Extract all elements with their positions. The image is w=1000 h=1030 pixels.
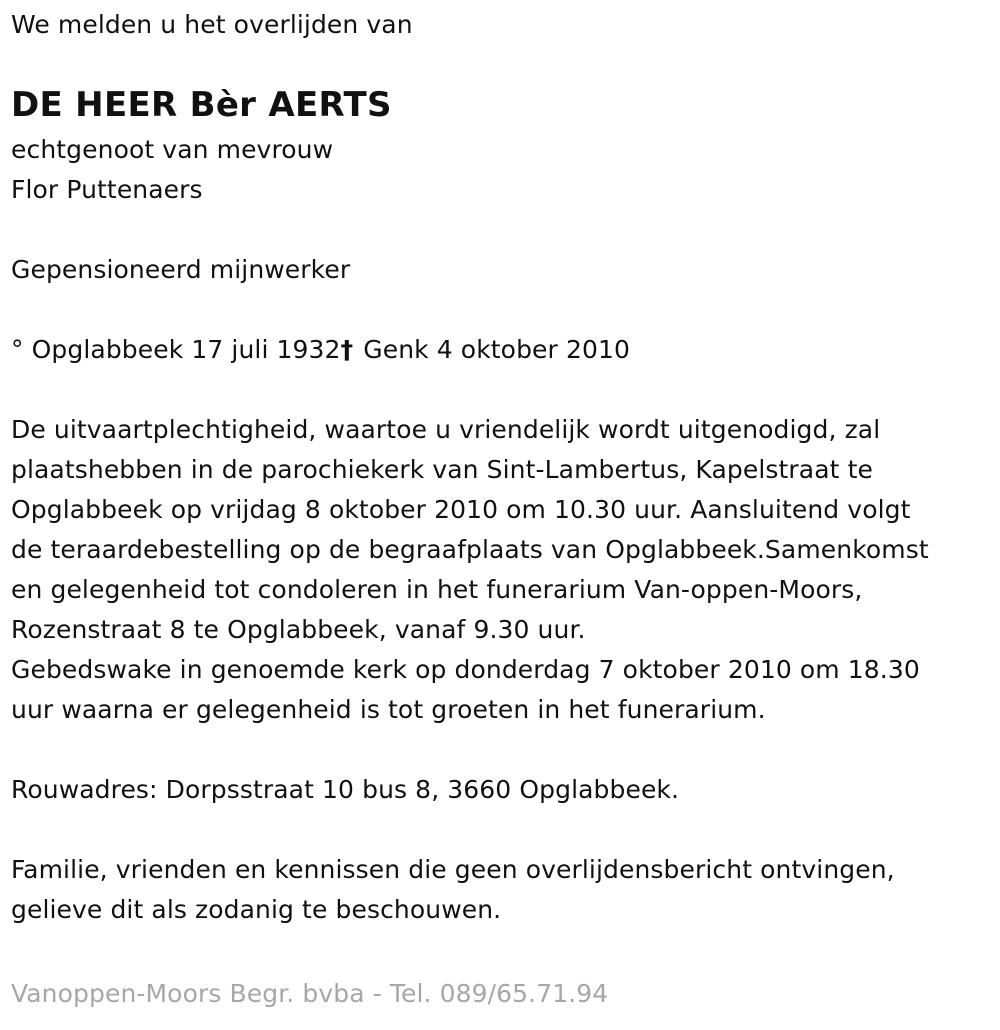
spouse-line-1: echtgenoot van mevrouw <box>11 135 334 164</box>
mourning-address: Rouwadres: Dorpsstraat 10 bus 8, 3660 Opglabbeek. <box>11 775 680 804</box>
birth-death-line <box>11 330 991 370</box>
cross-icon: † <box>340 335 354 364</box>
birth-info: ° Opglabbeek 17 juli 1932 <box>11 335 341 364</box>
family-note-line: gelieve dit als zodanig te beschouwen. <box>11 895 502 924</box>
funeral-line: De uitvaartplechtigheid, waartoe u vriendelijk wordt uitgenodigd, zal <box>11 415 881 444</box>
funeral-home-footer: Vanoppen-Moors Begr. bvba - Tel. 089/65.71.94 <box>11 979 609 1008</box>
death-notice <box>11 0 991 930</box>
funeral-paragraph <box>11 410 991 730</box>
occupation: Gepensioneerd mijnwerker <box>11 255 351 284</box>
death-info: Genk 4 oktober 2010 <box>355 335 630 364</box>
spacer <box>11 810 991 850</box>
funeral-line: Gebedswake in genoemde kerk op donderdag 7 oktober 2010 om 18.30 <box>11 655 920 684</box>
family-note-line: Familie, vrienden en kennissen die geen overlijdensbericht ontvingen, <box>11 855 895 884</box>
spacer <box>11 210 991 250</box>
funeral-line: de teraardebestelling op de begraafplaats van Opglabbeek.Samenkomst <box>11 535 929 564</box>
spacer <box>11 730 991 770</box>
spouse-line-2: Flor Puttenaers <box>11 175 203 204</box>
funeral-line: Rozenstraat 8 te Opglabbeek, vanaf 9.30 uur. <box>11 615 586 644</box>
intro-text: We melden u het overlijden van <box>11 10 413 39</box>
funeral-line: en gelegenheid tot condoleren in het funerarium Van-oppen-Moors, <box>11 575 863 604</box>
spacer <box>11 370 991 410</box>
family-note <box>11 850 991 930</box>
funeral-line: Opglabbeek op vrijdag 8 oktober 2010 om 10.30 uur. Aansluitend volgt <box>11 495 911 524</box>
deceased-name: DE HEER Bèr AERTS <box>11 85 392 125</box>
spacer <box>11 290 991 330</box>
funeral-line: plaatshebben in de parochiekerk van Sint-Lambertus, Kapelstraat te <box>11 455 873 484</box>
funeral-line: uur waarna er gelegenheid is tot groeten in het funerarium. <box>11 695 766 724</box>
